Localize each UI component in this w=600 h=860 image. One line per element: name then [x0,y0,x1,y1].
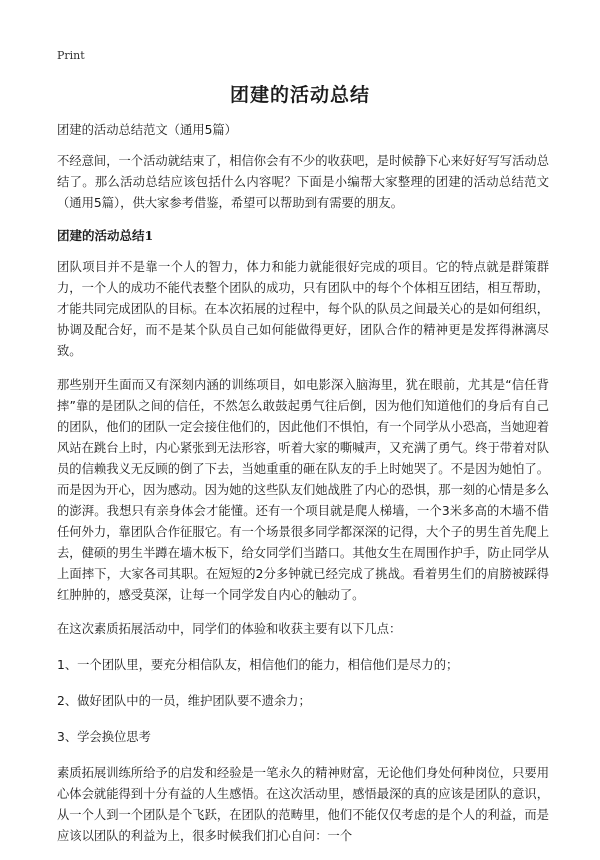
paragraph: 在这次素质拓展活动中，同学们的体验和收获主要有以下几点： [57,622,402,636]
section-heading: 团建的活动总结1 [57,228,154,243]
list-item: 2、做好团队中的一员，维护团队要不遗余力； [57,694,311,708]
closing-paragraph: 素质拓展训练所给予的启发和经验是一笔永久的精神财富，无论他们身处何种岗位，只要用心体会就能得到十分有益的人生感悟。在这次活动里，感悟最深的真的应该是团队的意识，从一个人到一个团队是个飞跃，在团队的范畴里，他们不能仅仅考虑的是个人的利益，而是应该以团队的利益为上，很多时候我们扪心自问：一个 [57,766,549,843]
print-link[interactable]: Print [57,49,85,62]
page-title: 团建的活动总结 [229,84,370,106]
paragraph: 团队项目并不是靠一个人的智力，体力和能力就能很好完成的项目。它的特点就是群策群力，一个人的成功不能代表整个团队的成功，只有团队中的每个个体相互团结，相互帮助，才能共同完成团队的目标。在本次拓展的过程中，每个队的队员之间最关心的是如何组织，协调及配合好，而不是某个队员自己如何能做得更好，团队合作的精神更是发挥得淋漓尽致。 [57,260,549,358]
list-item: 3、学会换位思考 [57,730,151,744]
list-item: 1、一个团队里，要充分相信队友，相信他们的能力，相信他们是尽力的； [57,658,459,672]
intro-paragraph: 不经意间，一个活动就结束了，相信你会有不少的收获吧，是时候静下心来好好写写活动总结了。那么活动总结应该包括什么内容呢？下面是小编帮大家整理的团建的活动总结范文（通用5篇），供大家参考借鉴，希望可以帮助到有需要的朋友。 [57,154,549,210]
document-subtitle: 团建的活动总结范文（通用5篇） [57,123,237,137]
document-body [57,120,549,860]
paragraph: 那些别开生面而又有深刻内涵的训练项目，如电影深入脑海里，犹在眼前，尤其是“信任背摔”靠的是团队之间的信任，不然怎么敢鼓起勇气往后倒，因为他们知道他们的身后有自己的团队，他们的团队一定会接住他们的，因此他们不惧怕，有一个同学从小恐高，当她迎着风站在跳台上时，内心紧张到无法形容，听着大家的嘶喊声，又充满了勇气。终于带着对队员的信赖我义无反顾的倒了下去，当她重重的砸在队友的手上时她哭了。不是因为她怕了。而是因为开心，因为感动。因为她的这些队友们她战胜了内心的恐惧，那一刻的心情是多么的澎湃。我想只有亲身体会才能懂。还有一个项目就是爬人梯墙，一个3米多高的木墙不借任何外力，靠团队合作征服它。有一个场景很多同学都深深的记得，大个子的男生首先爬上去，健硕的男生半蹲在墙木板下，给女同学们当踏口。其他女生在周围作护手，防止同学从上面摔下，大家各司其职。在短短的2分多钟就已经完成了挑战。看着男生们的肩膀被踩得红肿肿的，感受莫深，让每一个同学发自内心的触动了。 [57,378,549,602]
